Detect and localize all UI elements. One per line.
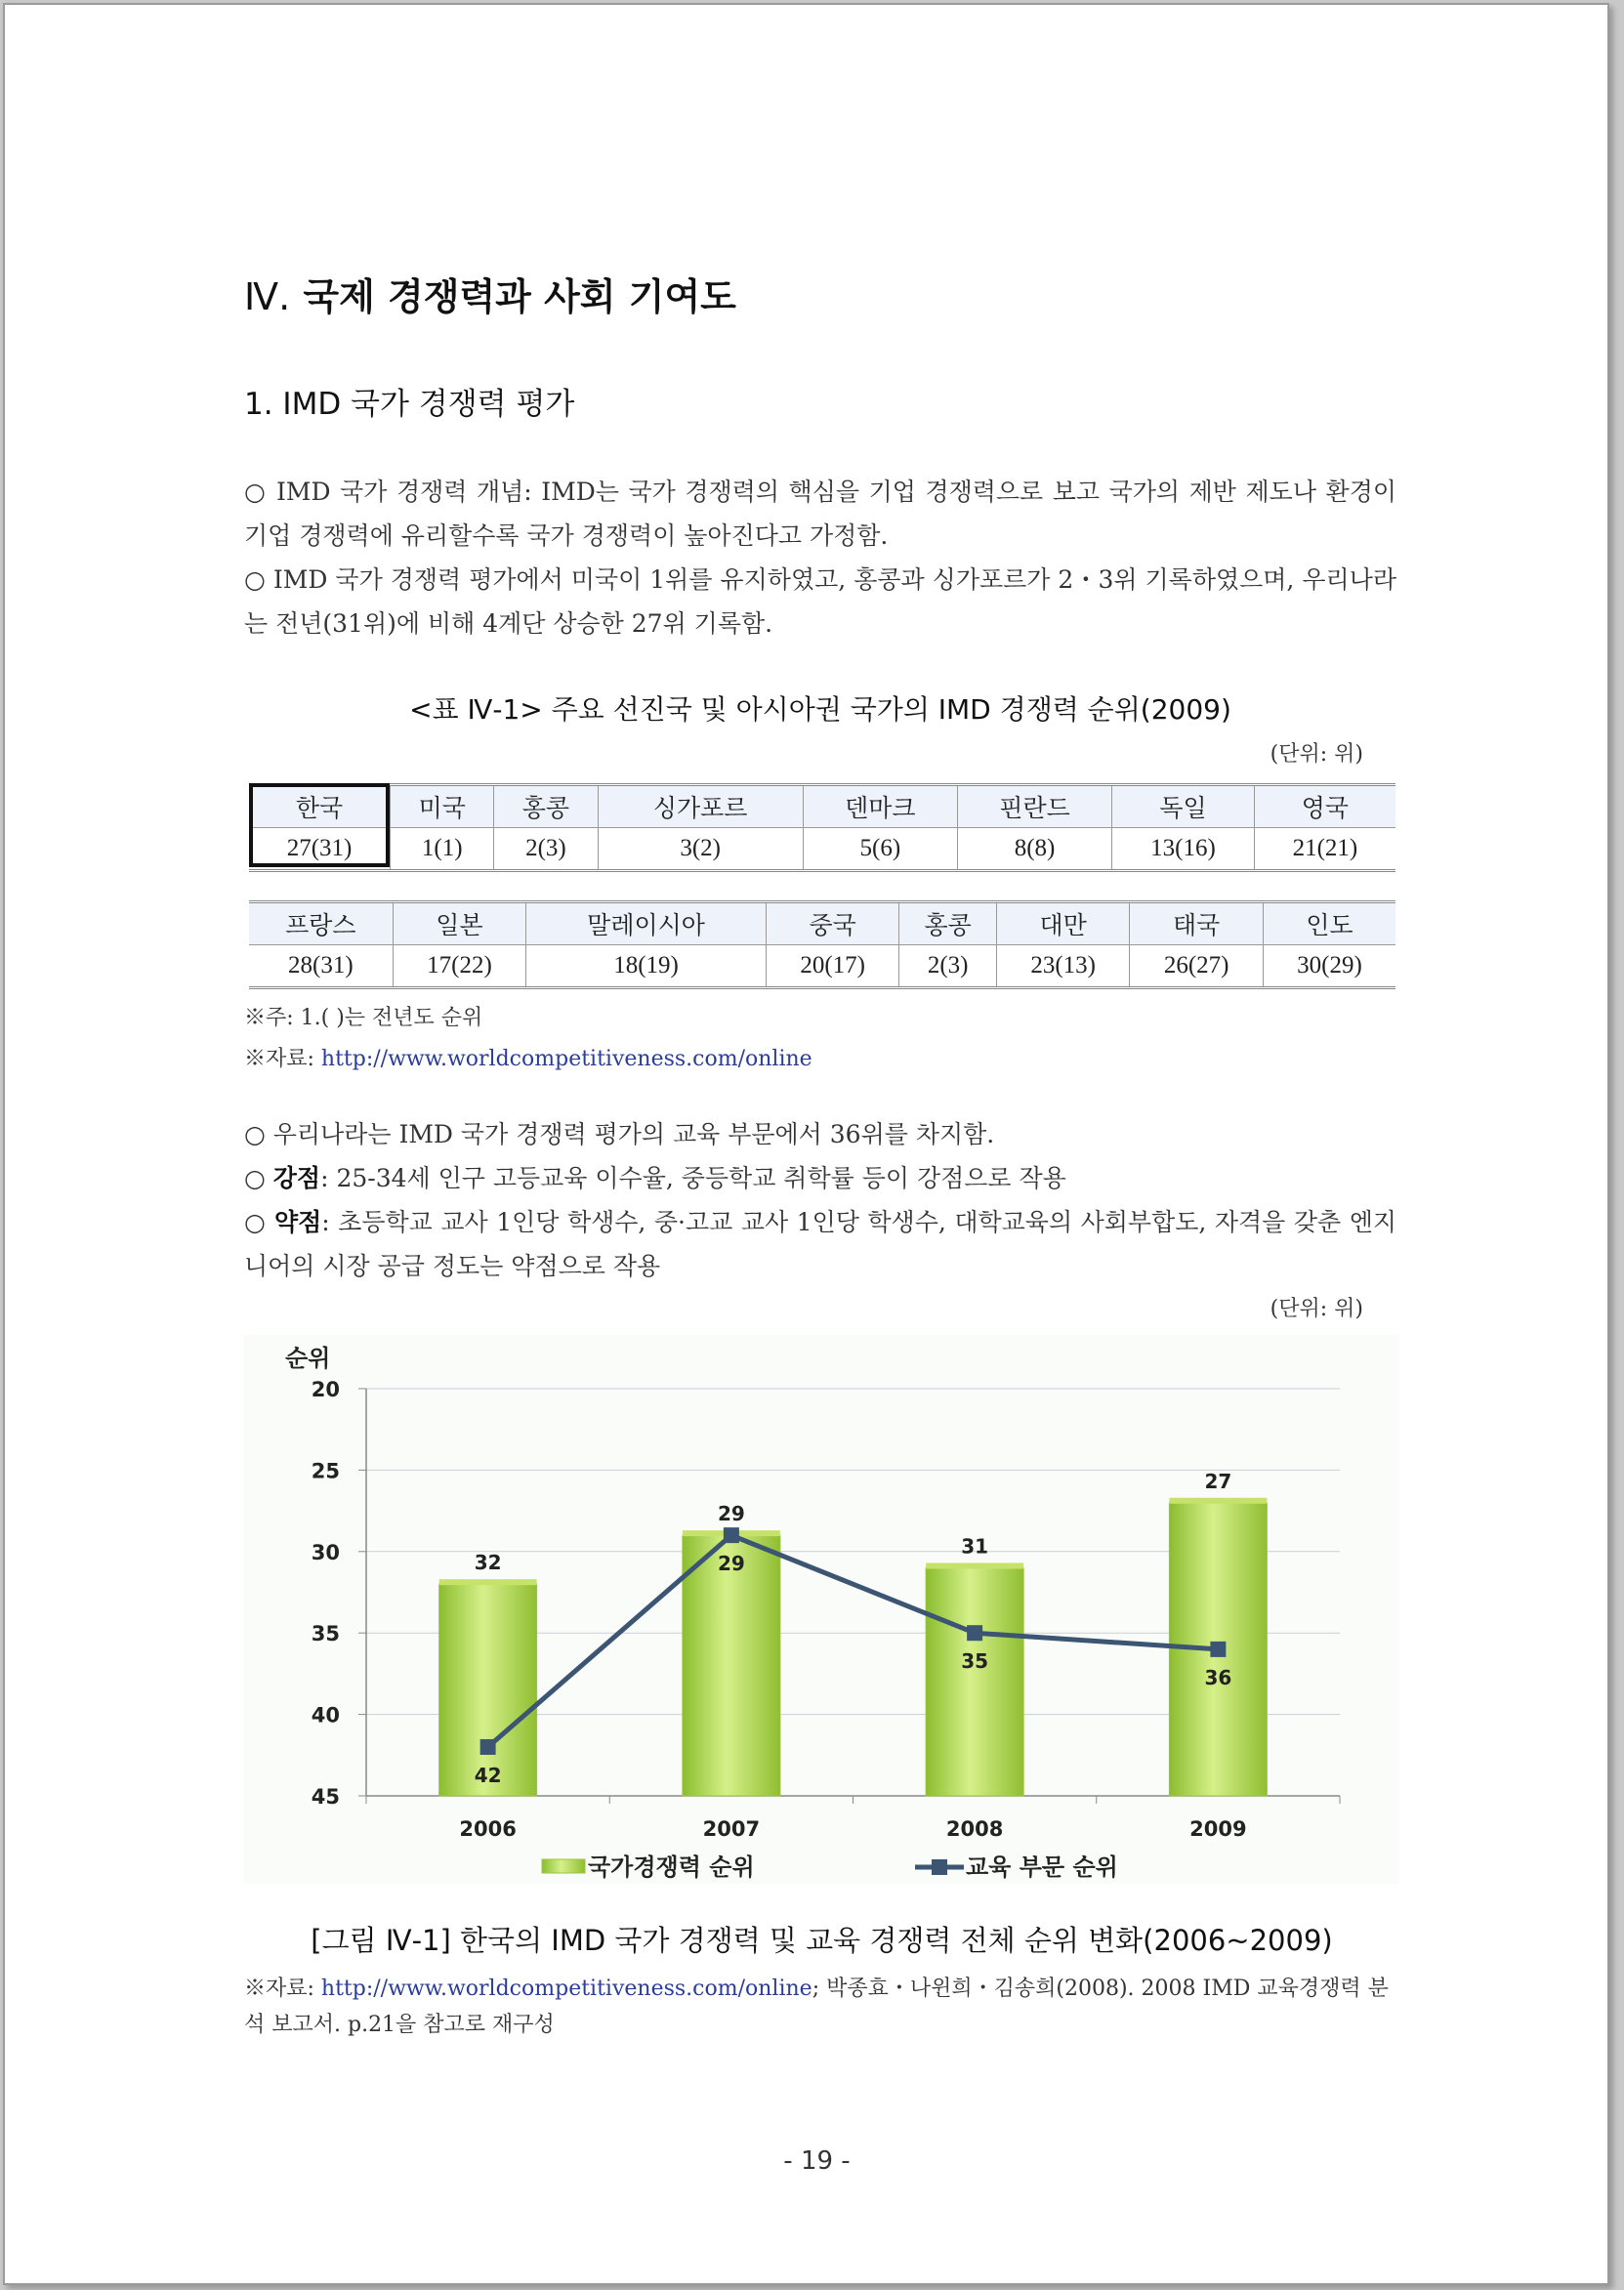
y-tick-label: 30: [311, 1540, 340, 1564]
source-link[interactable]: http://www.worldcompetitiveness.com/online: [320, 1047, 812, 1071]
chapter-number: Ⅳ.: [244, 275, 291, 318]
legend-label: 교육 부문 순위: [966, 1853, 1118, 1881]
line-value-label: 42: [474, 1763, 502, 1787]
table-note: ※주: 1.( )는 전년도 순위: [244, 1006, 483, 1030]
table-cell: 1(1): [391, 828, 494, 871]
paragraph: ○ IMD 국가 경쟁력 평가에서 미국이 1위를 유지하였고, 홍콩과 싱가포르가 2・3위 기록하였으며, 우리나라는 전년(31위)에 비해 4계단 상승한 27위 기록함.: [244, 565, 1396, 638]
table-cell: 2(3): [494, 828, 598, 871]
chapter-title: 국제 경쟁력과 사회 기여도: [303, 275, 736, 318]
bar-value-label: 31: [961, 1534, 989, 1559]
table-cell: 태국: [1130, 902, 1264, 945]
strength-label: 강점: [272, 1164, 321, 1192]
legend-label: 국가경쟁력 순위: [588, 1853, 755, 1881]
table-cell: 13(16): [1112, 828, 1255, 871]
bar-value-label: 29: [717, 1502, 745, 1526]
bullet: ○: [244, 1164, 273, 1192]
y-tick-label: 40: [311, 1703, 340, 1728]
legend-swatch-bar: [542, 1859, 585, 1873]
document-page: [3, 3, 1609, 2285]
paragraph: ○ 우리나라는 IMD 국가 경쟁력 평가의 교육 부문에서 36위를 차지함.: [244, 1120, 995, 1148]
table-cell: 한국: [249, 785, 391, 828]
table-cell: 영국: [1254, 785, 1395, 828]
line-value-label: 29: [717, 1552, 745, 1576]
ranking-table-1: [249, 783, 1395, 872]
x-tick-label: 2008: [945, 1817, 1004, 1841]
table-cell: 말레이시아: [526, 902, 767, 945]
series-line: [488, 1535, 1219, 1747]
table-cell: 23(13): [996, 945, 1130, 988]
table-cell: 26(27): [1130, 945, 1264, 988]
strength-text: : 25-34세 인구 고등교육 이수율, 중등학교 취학률 등이 강점으로 작용: [320, 1164, 1066, 1192]
line-value-label: 36: [1204, 1665, 1232, 1689]
table-cell: 싱가포르: [598, 785, 803, 828]
y-tick-label: 25: [311, 1459, 340, 1483]
table-cell: 18(19): [526, 945, 767, 988]
y-tick-label: 35: [311, 1622, 340, 1646]
table-cell: 일본: [393, 902, 526, 945]
chapter-heading: [244, 267, 736, 320]
bullet: ○: [244, 1208, 274, 1236]
unit-label: (단위: 위): [1270, 742, 1363, 767]
weakness-label: 약점: [273, 1208, 322, 1236]
table-cell: 핀란드: [957, 785, 1111, 828]
bar-top: [1169, 1498, 1267, 1504]
table-cell: 27(31): [249, 828, 391, 871]
table-caption: <표 Ⅳ-1> 주요 선진국 및 아시아권 국가의 IMD 경쟁력 순위(2009): [409, 693, 1231, 726]
rank-chart-svg: [244, 1335, 1399, 1884]
table-source: [244, 1042, 812, 1072]
source-prefix: ※자료:: [244, 1977, 321, 2001]
bar: [926, 1567, 1023, 1796]
table-cell: 8(8): [957, 828, 1111, 871]
table-cell: 17(22): [393, 945, 526, 988]
table-cell: 중국: [766, 902, 899, 945]
y-tick-label: 45: [311, 1785, 340, 1809]
section-heading: 1. IMD 국가 경쟁력 평가: [244, 387, 575, 422]
paragraph: [244, 1200, 1396, 1288]
line-marker: [967, 1625, 982, 1641]
table-cell: 프랑스: [249, 902, 393, 945]
table-header-row: [249, 902, 1395, 945]
intro-paragraphs: [244, 470, 1396, 645]
table-header-row: [249, 785, 1395, 828]
table-cell: 5(6): [803, 828, 957, 871]
rank-chart: [244, 1335, 1399, 1884]
table-cell: 미국: [391, 785, 494, 828]
line-marker: [1210, 1642, 1226, 1657]
bar-value-label: 27: [1204, 1469, 1232, 1493]
unit-label-2: (단위: 위): [1270, 1297, 1363, 1321]
line-marker: [480, 1739, 496, 1755]
source-link[interactable]: http://www.worldcompetitiveness.com/online: [320, 1977, 812, 2001]
bar-value-label: 32: [474, 1551, 502, 1575]
y-axis-label: 순위: [285, 1345, 331, 1372]
table-cell: 홍콩: [494, 785, 598, 828]
table-cell: 홍콩: [899, 902, 997, 945]
table-row: [249, 945, 1395, 988]
paragraph: ○ IMD 국가 경쟁력 개념: IMD는 국가 경쟁력의 핵심을 기업 경쟁력으로 보고 국가의 제반 제도나 환경이 기업 경쟁력에 유리할수록 국가 경쟁력이 높아진다고 가정함.: [244, 478, 1396, 550]
korea-highlight-box: [249, 783, 390, 867]
table-cell: 21(21): [1254, 828, 1395, 871]
table-cell: 독일: [1112, 785, 1255, 828]
bar-top: [926, 1562, 1023, 1568]
figure-source: [244, 1971, 1396, 2043]
weakness-text: : 초등학교 교사 1인당 학생수, 중·고교 교사 1인당 학생수, 대학교육의 사회부합도, 자격을 갖춘 엔지니어의 시장 공급 정도는 약점으로 작용: [244, 1208, 1396, 1280]
source-rest: ; 박종효・나윈희・김송희(2008). 2008 IMD 교육경쟁력 분석 보고서. p.21을 참고로 재구성: [244, 1977, 1389, 2037]
bar-top: [439, 1579, 537, 1585]
table-cell: 2(3): [899, 945, 997, 988]
paragraph: [244, 1156, 1396, 1200]
page-number: - 19 -: [783, 2146, 851, 2176]
x-tick-label: 2006: [459, 1817, 517, 1841]
table-cell: 30(29): [1263, 945, 1395, 988]
table-cell: 20(17): [766, 945, 899, 988]
legend-swatch-marker: [932, 1859, 947, 1875]
figure-caption: [그림 Ⅳ-1] 한국의 IMD 국가 경쟁력 및 교육 경쟁력 전체 순위 변화(2006~2009): [311, 1924, 1333, 1957]
source-prefix: ※자료:: [244, 1047, 321, 1071]
table-row: [249, 828, 1395, 871]
table-cell: 대만: [996, 902, 1130, 945]
table-cell: 인도: [1263, 902, 1395, 945]
y-tick-label: 20: [311, 1378, 340, 1401]
ranking-table-2: [249, 900, 1395, 989]
table-cell: 덴마크: [803, 785, 957, 828]
table-cell: 28(31): [249, 945, 393, 988]
line-marker: [724, 1527, 739, 1543]
line-value-label: 35: [961, 1649, 989, 1674]
table-cell: 3(2): [598, 828, 803, 871]
education-paragraphs: [244, 1112, 1396, 1288]
x-tick-label: 2007: [702, 1817, 761, 1841]
x-tick-label: 2009: [1189, 1817, 1247, 1841]
